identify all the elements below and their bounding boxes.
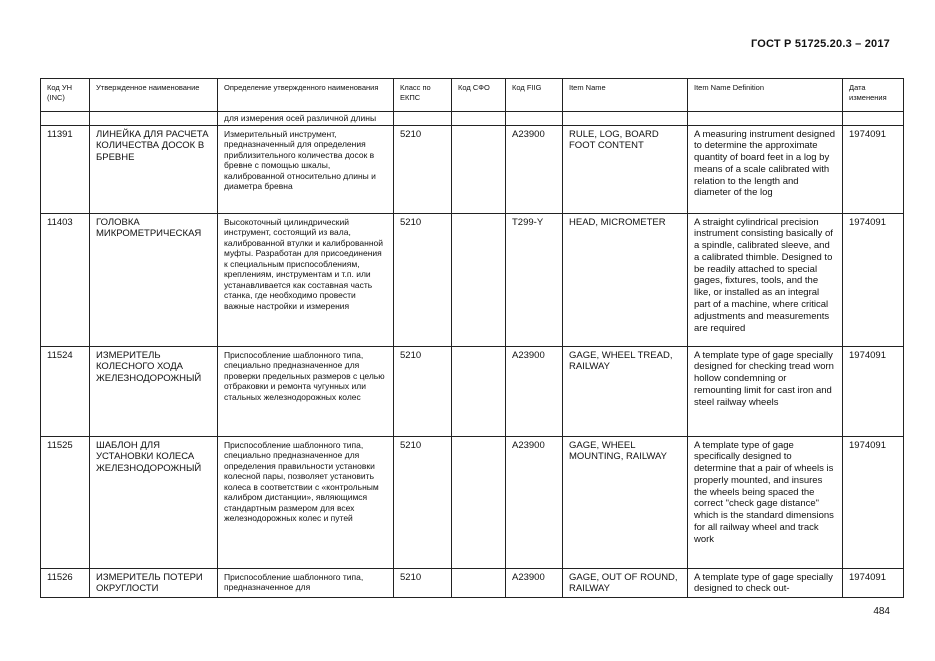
item-name-cell: RULE, LOG, BOARD FOOT CONTENT [563, 125, 688, 213]
name-cell: ЛИНЕЙКА ДЛЯ РАСЧЕТА КОЛИЧЕСТВА ДОСОК В БРЕВНЕ [90, 125, 218, 213]
fiig-cell: T299-Y [506, 213, 563, 346]
date-cell: 1974091 [843, 213, 904, 346]
name-cell: ИЗМЕРИТЕЛЬ ПОТЕРИ ОКРУГЛОСТИ [90, 568, 218, 598]
class-cell: 5210 [394, 436, 452, 568]
class-cell: 5210 [394, 568, 452, 598]
column-header-sfo: Код СФО [452, 79, 506, 112]
sfo-cell [452, 213, 506, 346]
document-id: ГОСТ Р 51725.20.3 – 2017 [750, 38, 890, 50]
table-row [41, 125, 904, 213]
fiig-cell: A23900 [506, 346, 563, 436]
class-cell: 5210 [394, 213, 452, 346]
item-definition-cell: A template type of gage specially designed for checking tread worn hollow condemning or remounting limit for cast iron and steel railway wheels [688, 346, 843, 436]
definition-cell: для измерения осей различной длины [218, 112, 394, 126]
sfo-cell [452, 125, 506, 213]
name-cell: ИЗМЕРИТЕЛЬ КОЛЕСНОГО ХОДА ЖЕЛЕЗНОДОРОЖНЫЙ [90, 346, 218, 436]
table-header-row [41, 79, 904, 112]
item-definition-cell: A straight cylindrical precision instrument consisting basically of a spindle, calibrated sleeve, and a calibrated thimble. Designed to be readily attached to special gages, fixtures, tools, and the like, or installed as an integral part of a machine, where critical adjustments and measurements are required [688, 213, 843, 346]
name-cell: ГОЛОВКА МИКРОМЕТРИЧЕСКАЯ [90, 213, 218, 346]
item-name-cell: GAGE, WHEEL MOUNTING, RAILWAY [563, 436, 688, 568]
definition-cell: Приспособление шаблонного типа, предназначенное для [218, 568, 394, 598]
item-definition-cell: A template type of gage specifically designed to determine that a pair of wheels is properly mounted, and insures the wheels being spaced the correct "check gage distance" which is the standard dimensions for all railway wheel and track work [688, 436, 843, 568]
column-header-item-definition: Item Name Definition [688, 79, 843, 112]
column-header-item-name: Item Name [563, 79, 688, 112]
fiig-cell: A23900 [506, 125, 563, 213]
table-row [41, 436, 904, 568]
inc-cell: 11403 [41, 213, 90, 346]
item-definition-cell: A measuring instrument designed to determine the approximate quantity of board feet in a log by means of a scale calibrated with relation to the length and diameter of the log [688, 125, 843, 213]
column-header-name: Утвержденное наименование [90, 79, 218, 112]
column-header-class: Класс по ЕКПС [394, 79, 452, 112]
column-header-fiig: Код FIIG [506, 79, 563, 112]
definition-cell: Высокоточный цилиндрический инструмент, состоящий из вала, калиброванной втулки и калиброванной муфты. Разработан для присоединения к специальным приспособлениям, креплениям, инструментам и т.п. или устанавливается как составная часть станка, где необходимо провести важные настройки и измерения [218, 213, 394, 346]
name-cell: ШАБЛОН ДЛЯ УСТАНОВКИ КОЛЕСА ЖЕЛЕЗНОДОРОЖНЫЙ [90, 436, 218, 568]
item-name-cell: HEAD, MICROMETER [563, 213, 688, 346]
definition-cell: Приспособление шаблонного типа, специально предназначенное для проверки предельных размеров с целью отбраковки и ремонта чугунных или стальных железнодорожных колес [218, 346, 394, 436]
table-row [41, 568, 904, 598]
fiig-cell: A23900 [506, 436, 563, 568]
column-header-date: Дата изменения [843, 79, 904, 112]
catalog-table [40, 78, 904, 598]
item-definition-cell: A template type of gage specially designed to check out- [688, 568, 843, 598]
column-header-inc: Код УН (INC) [41, 79, 90, 112]
item-name-cell: GAGE, WHEEL TREAD, RAILWAY [563, 346, 688, 436]
definition-cell: Измерительный инструмент, предназначенный для определения приблизительного количества досок в бревне с помощью шкалы, калиброванной относительно длины и диаметра бревна [218, 125, 394, 213]
fiig-cell: A23900 [506, 568, 563, 598]
sfo-cell [452, 346, 506, 436]
table-row [41, 346, 904, 436]
date-cell: 1974091 [843, 436, 904, 568]
date-cell: 1974091 [843, 346, 904, 436]
table-row-continuation [41, 112, 904, 126]
inc-cell: 11525 [41, 436, 90, 568]
inc-cell: 11524 [41, 346, 90, 436]
class-cell: 5210 [394, 346, 452, 436]
date-cell: 1974091 [843, 568, 904, 598]
column-header-definition: Определение утвержденного наименования [218, 79, 394, 112]
definition-cell: Приспособление шаблонного типа, специально предназначенное для определения правильности установки колесной пары, позволяет установить колеса в соответствии с «контрольным калибром дистанции», являющимся стандартным размером для всех железнодорожных колес и путей [218, 436, 394, 568]
item-name-cell: GAGE, OUT OF ROUND, RAILWAY [563, 568, 688, 598]
inc-cell: 11526 [41, 568, 90, 598]
sfo-cell [452, 436, 506, 568]
inc-cell: 11391 [41, 125, 90, 213]
date-cell: 1974091 [843, 125, 904, 213]
class-cell: 5210 [394, 125, 452, 213]
sfo-cell [452, 568, 506, 598]
table-row [41, 213, 904, 346]
page-number: 484 [873, 606, 890, 617]
